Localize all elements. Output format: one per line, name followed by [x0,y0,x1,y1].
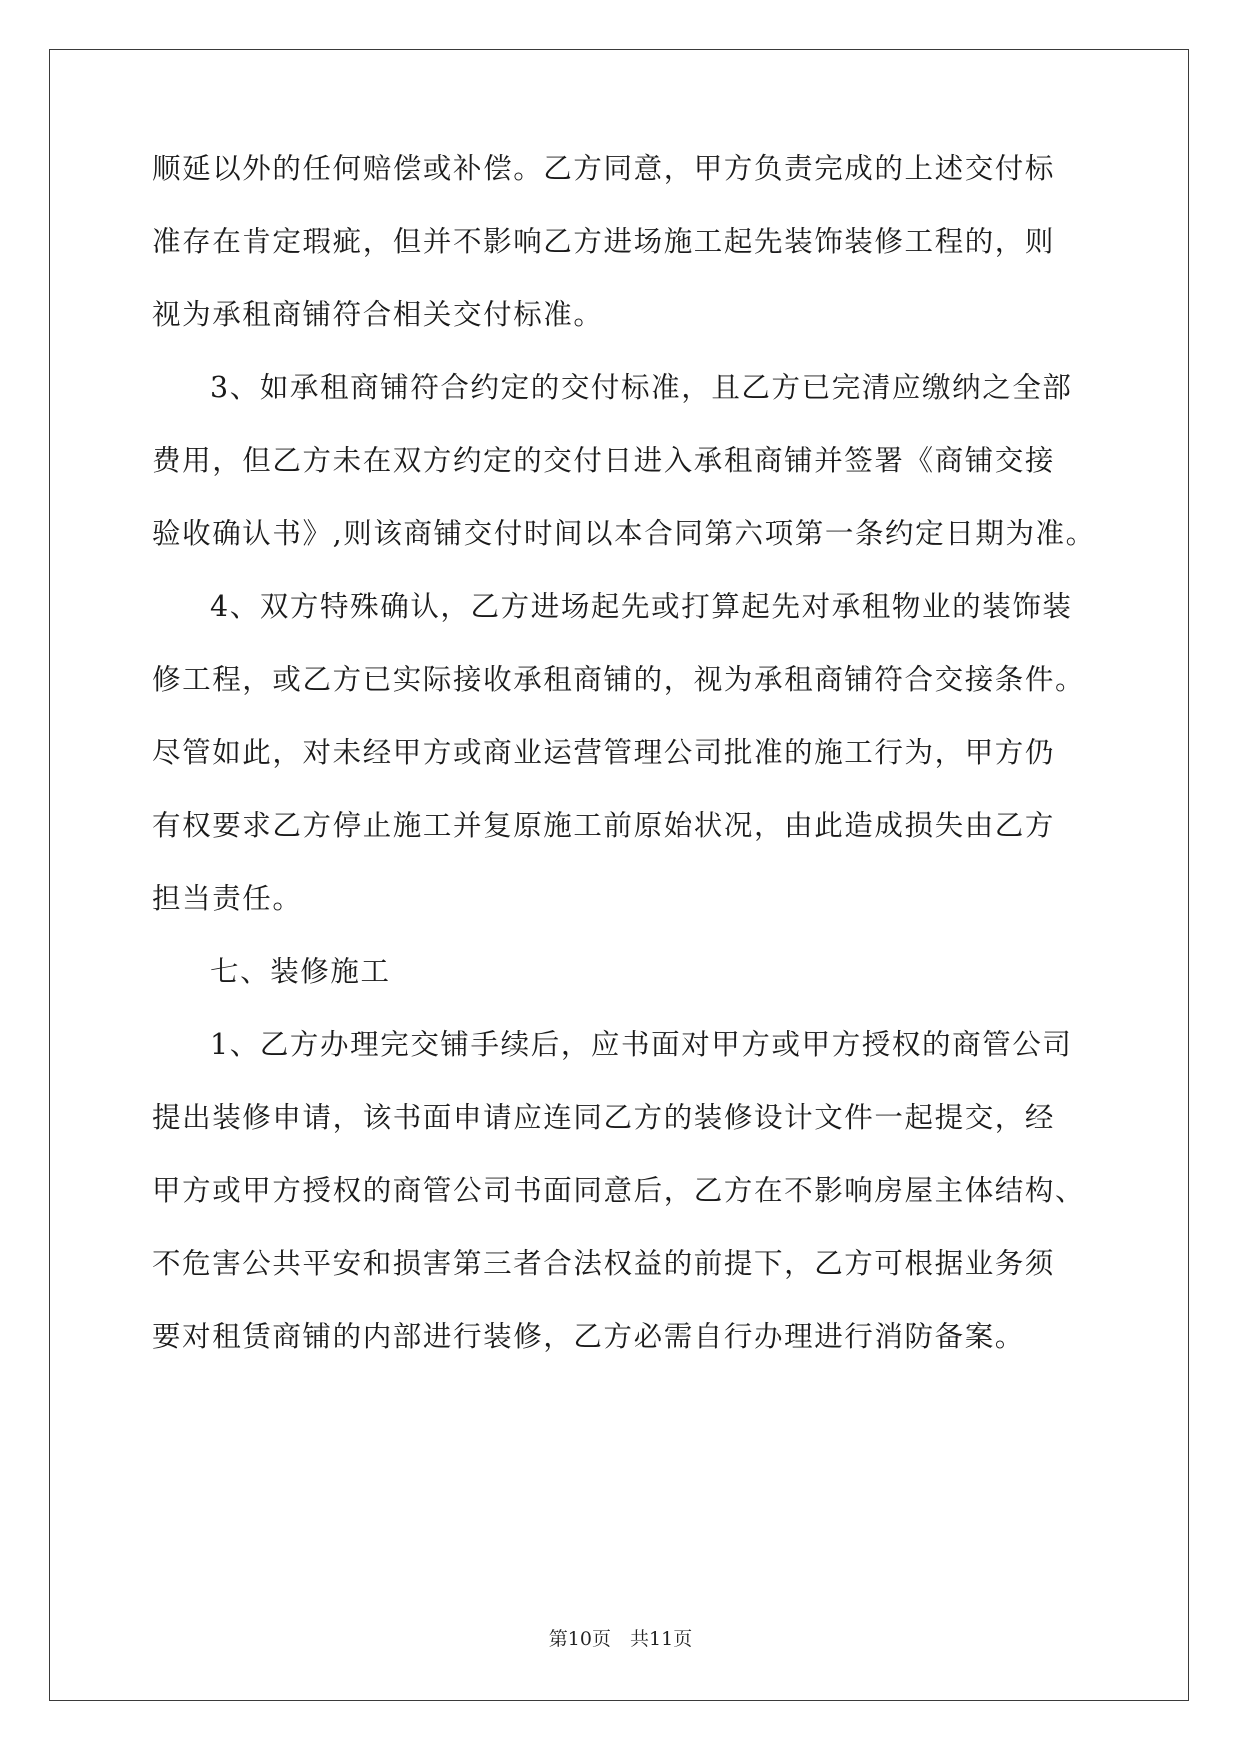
total-pages-number: 11 [649,1628,674,1650]
paragraph-start-line: 1、乙方办理完交铺手续后，应书面对甲方或甲方授权的商管公司 [210,1028,1073,1061]
text-line: 提出装修申请，该书面申请应连同乙方的装修设计文件一起提交，经 [152,1101,1056,1134]
text-line: 甲方或甲方授权的商管公司书面同意后，乙方在不影响房屋主体结构、 [152,1174,1086,1207]
text-line: 有权要求乙方停止施工并复原施工前原始状况，由此造成损失由乙方 [152,809,1056,842]
text-line: 视为承租商铺符合相关交付标准。 [152,298,604,331]
text-line: 顺延以外的任何赔偿或补偿。乙方同意，甲方负责完成的上述交付标 [152,152,1056,185]
text-line: 尽管如此，对未经甲方或商业运营管理公司批准的施工行为，甲方仍 [152,736,1056,769]
page-footer [0,1627,1241,1651]
current-page-number: 10 [567,1628,592,1650]
page-label-prefix: 第 [548,1628,568,1650]
text-line: 准存在肯定瑕疵，但并不影响乙方进场施工起先装饰装修工程的，则 [152,225,1056,258]
page-label-mid: 页 共 [591,1628,649,1650]
text-line: 担当责任。 [152,882,303,915]
text-line: 要对租赁商铺的内部进行装修，乙方必需自行办理进行消防备案。 [152,1320,1025,1353]
page-label-suffix: 页 [673,1628,693,1650]
section-heading: 七、装修施工 [210,955,391,988]
text-line: 费用，但乙方未在双方约定的交付日进入承租商铺并签署《商铺交接 [152,444,1056,477]
paragraph-start-line: 3、如承租商铺符合约定的交付标准，且乙方已完清应缴纳之全部 [210,371,1073,404]
text-line: 验收确认书》,则该商铺交付时间以本合同第六项第一条约定日期为准。 [152,517,1096,550]
text-line: 修工程，或乙方已实际接收承租商铺的，视为承租商铺符合交接条件。 [152,663,1086,696]
paragraph-start-line: 4、双方特殊确认，乙方进场起先或打算起先对承租物业的装饰装 [210,590,1073,623]
text-line: 不危害公共平安和损害第三者合法权益的前提下，乙方可根据业务须 [152,1247,1056,1280]
